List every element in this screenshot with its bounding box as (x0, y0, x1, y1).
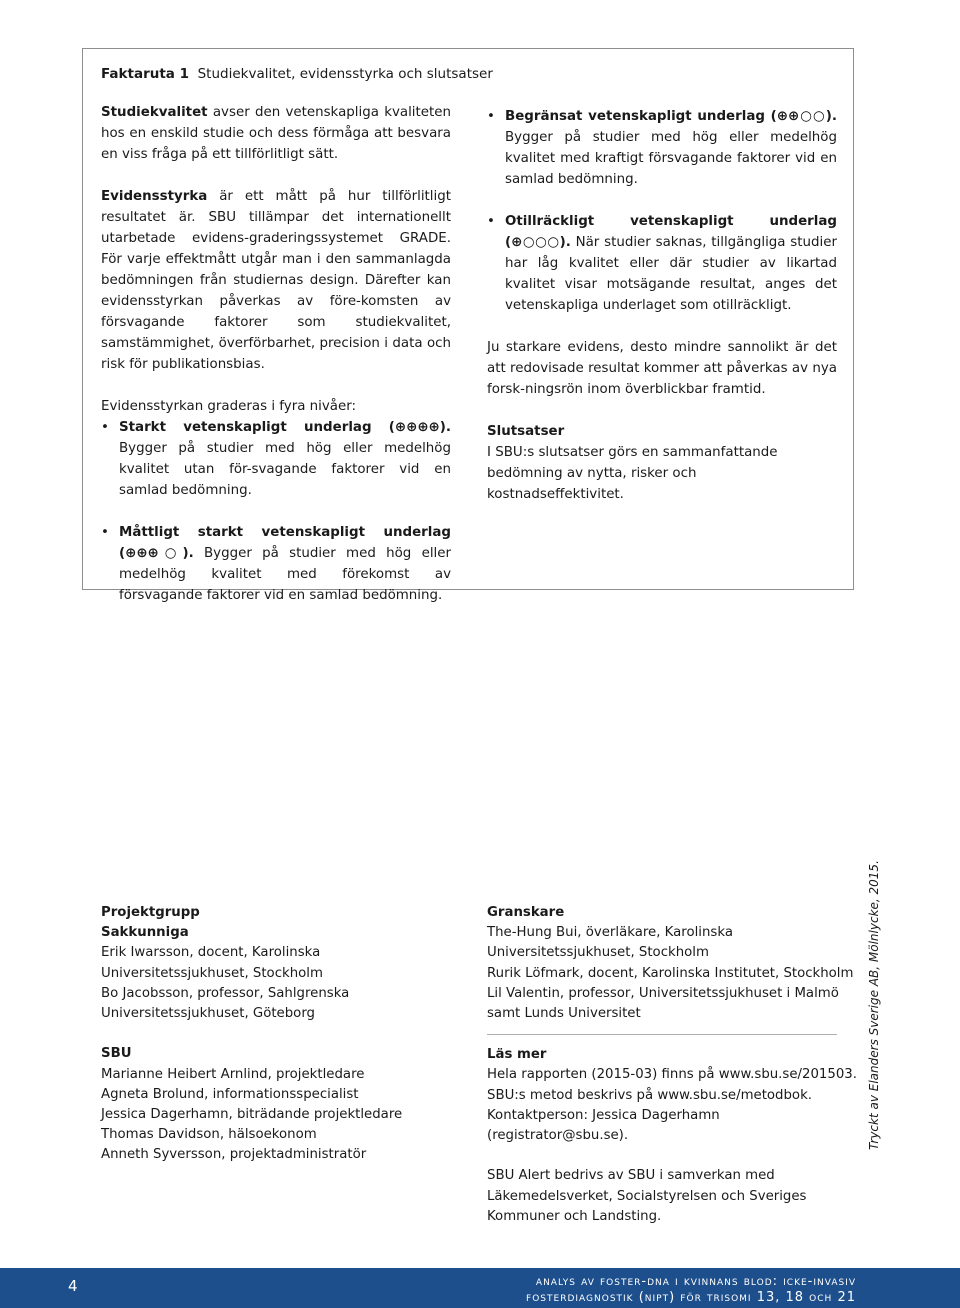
paragraph-studiekvalitet (101, 102, 451, 165)
page-number: 4 (68, 1277, 78, 1295)
heading-slutsatser-text: Slutsatser (487, 424, 565, 439)
bullet-dot: • (487, 109, 495, 124)
printer-note: Tryckt av Elanders Sverige AB, Mölnlycke, 2015. (867, 860, 881, 1150)
credit-line: Hela rapporten (2015-03) finns på www.sbu.se/201503. (487, 1067, 857, 1083)
paragraph-slutsatser: I SBU:s slutsatser görs en sammanfattande bedömning av nytta, risker och kostnadseffektivitet. (487, 445, 778, 502)
heading-projektgrupp: Projektgrupp (101, 905, 200, 920)
footer-band (0, 1268, 960, 1308)
text-studiekvalitet: avser den vetenskapliga kvaliteten hos en enskild studie och dess förmåga att besvara en viss fråga på ett tillförlitligt sätt. (101, 105, 451, 162)
bullet-begransat-label: Begränsat vetenskapligt underlag (⊕⊕○○). (505, 109, 837, 124)
credit-line: Agneta Brolund, informationsspecialist (101, 1086, 359, 1102)
term-studiekvalitet: Studiekvalitet (101, 105, 208, 120)
bullet-starkt-label: Starkt vetenskapligt underlag (⊕⊕⊕⊕). (119, 420, 451, 435)
paragraph-evidensstyrka (101, 186, 451, 375)
divider (487, 1034, 837, 1035)
credit-line: Kontaktperson: Jessica Dagerhamn (registrator@sbu.se). (487, 1107, 720, 1144)
credit-line: Kommuner och Landsting. (487, 1208, 662, 1224)
text-evidensstyrka: är ett mått på hur tillförlitligt resultatet är. SBU tillämpar det internationellt utarbetade evidens-graderingssystemet GRADE. För varje effektmått utgår man i den sammanlagda bedömningen från studiernas design. Därefter kan evidensstyrkan påverkas av före-komsten av försvagande faktorer som studiekvalitet, samstämmighet, överförbarhet, precision i data och risk för publikationsbias. (101, 189, 451, 372)
bullet-otillrackligt-label: Otillräckligt vetenskapligt underlag (⊕○○○). (505, 214, 837, 250)
heading-granskare: Granskare (487, 905, 565, 920)
credit-line: Jessica Dagerhamn, biträdande projektledare (101, 1107, 403, 1123)
credit-line: samt Lunds Universitet (487, 1006, 641, 1022)
credit-line: Lil Valentin, professor, Universitetssjukhuset i Malmö (487, 985, 839, 1001)
credit-line: Universitetssjukhuset, Göteborg (101, 1006, 315, 1022)
term-evidensstyrka: Evidensstyrka (101, 189, 208, 204)
footer-title-line: fosterdiagnostik (nipt) för trisomi 13, 18 och 21 (526, 1290, 856, 1305)
bullet-starkt-text: Bygger på studier med hög eller medelhög kvalitet utan för-svagande faktorer vid en samlad bedömning. (119, 441, 451, 498)
footer-report-title (526, 1274, 856, 1306)
bullet-dot: • (487, 214, 495, 229)
bullet-begransat-text: Bygger på studier med hög eller medelhög kvalitet med kraftigt försvagande faktorer vid en samlad bedömning. (505, 130, 837, 187)
fact-box-title-text: Studiekvalitet, evidensstyrka och slutsatser (197, 66, 493, 82)
heading-sakkunniga: Sakkunniga (101, 925, 189, 941)
credit-line: Thomas Davidson, hälsoekonom (101, 1127, 317, 1143)
credit-line: Universitetssjukhuset, Stockholm (487, 945, 709, 961)
paragraph-levels-intro: Evidensstyrkan graderas i fyra nivåer: (101, 399, 357, 414)
footer-title-line: analys av foster-dna i kvinnans blod: icke-invasiv (535, 1274, 856, 1289)
bullet-mattligt-label: Måttligt starkt vetenskapligt underlag (⊕⊕⊕○). (119, 525, 451, 561)
credit-line: Anneth Syversson, projektadministratör (101, 1147, 367, 1163)
credits-left-column (101, 903, 451, 1166)
heading-slutsatser (487, 421, 837, 442)
heading-sbu: SBU (101, 1046, 132, 1062)
credit-line: Bo Jacobsson, professor, Sahlgrenska (101, 985, 350, 1001)
bullet-begransat (487, 106, 837, 190)
credit-line: Erik Iwarsson, docent, Karolinska (101, 945, 321, 961)
heading-las-mer: Läs mer (487, 1047, 547, 1063)
fact-box-left-column (101, 81, 451, 606)
bullet-mattligt (101, 522, 451, 606)
bullet-mattligt-text: Bygger på studier med hög eller medelhög kvalitet med förekomst av försvagande faktorer vid en samlad bedömning. (119, 546, 451, 603)
fact-box-title-label: Faktaruta 1 (101, 66, 190, 82)
bullet-otillrackligt (487, 211, 837, 316)
bullet-otillrackligt-text: När studier saknas, tillgängliga studier har låg kvalitet eller där studier av likartad kvalitet visar motsägande resultat, anges det vetenskapliga underlaget som otillräckligt. (505, 235, 837, 313)
bullet-dot: • (101, 525, 109, 540)
credit-line: Marianne Heibert Arnlind, projektledare (101, 1066, 365, 1082)
bullet-dot: • (101, 420, 109, 435)
credits-right-column (487, 903, 857, 1227)
credit-line: SBU:s metod beskrivs på www.sbu.se/metodbok. (487, 1087, 812, 1103)
credit-line: SBU Alert bedrivs av SBU i samverkan med (487, 1168, 775, 1184)
credit-line: Läkemedelsverket, Socialstyrelsen och Sveriges (487, 1188, 807, 1204)
fact-box-right-column (487, 106, 837, 505)
credit-line: Rurik Löfmark, docent, Karolinska Institutet, Stockholm (487, 965, 854, 981)
paragraph-evidens-framtid: Ju starkare evidens, desto mindre sannolikt är det att redovisade resultat kommer att påverkas av nya forsk-ningsrön inom överblickbar framtid. (487, 340, 837, 397)
bullet-starkt (101, 417, 451, 501)
credit-line: Universitetssjukhuset, Stockholm (101, 965, 323, 981)
credit-line: The-Hung Bui, överläkare, Karolinska (487, 925, 733, 941)
